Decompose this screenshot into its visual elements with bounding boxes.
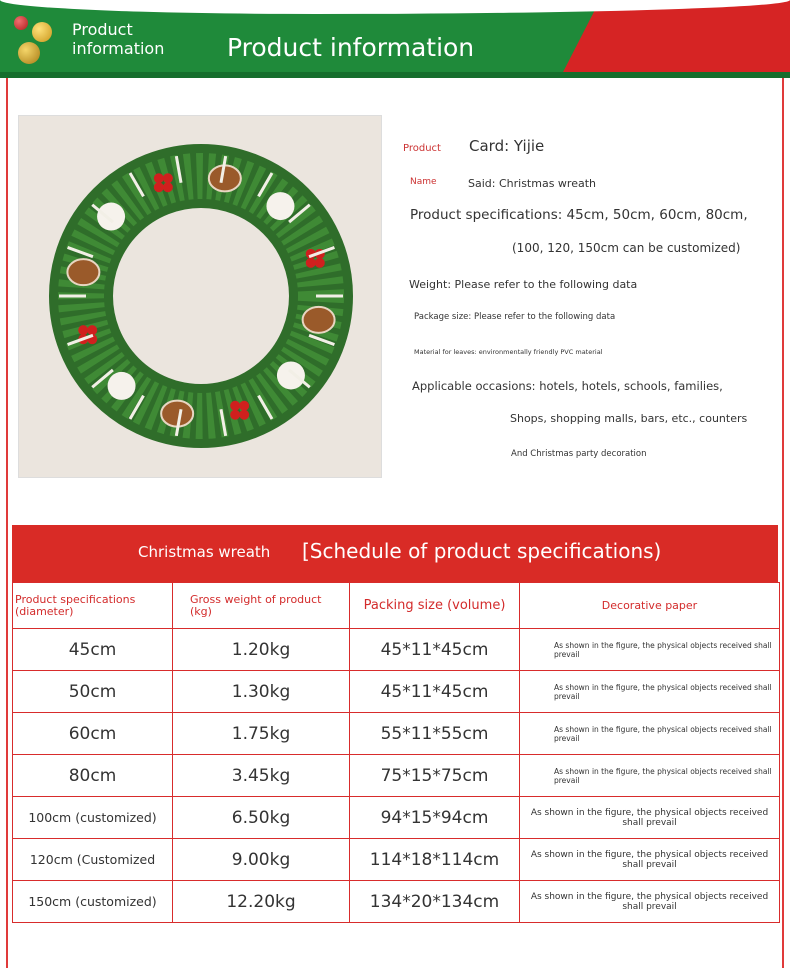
pack-cell: 94*15*94cm xyxy=(350,797,520,839)
table-row xyxy=(13,713,780,755)
size-cell: 50cm xyxy=(13,671,173,713)
occasions-line-1: Applicable occasions: hotels, hotels, schools, families, xyxy=(412,379,723,393)
berry-icon xyxy=(230,401,240,411)
package-text: Package size: Please refer to the following data xyxy=(414,312,616,322)
weight-cell: 1.75kg xyxy=(173,713,350,755)
paper-cell: As shown in the figure, the physical objects received shall prevail xyxy=(520,839,780,881)
pack-cell: 45*11*45cm xyxy=(350,629,520,671)
table-row xyxy=(13,839,780,881)
cotton-icon xyxy=(108,372,136,400)
pack-cell: 114*18*114cm xyxy=(350,839,520,881)
wreath-illustration xyxy=(19,116,381,477)
table-row xyxy=(13,671,780,713)
product-image xyxy=(18,115,382,478)
berry-icon xyxy=(78,325,88,335)
berry-icon xyxy=(163,182,173,192)
berry-icon xyxy=(306,258,316,268)
weight-cell: 1.30kg xyxy=(173,671,350,713)
cotton-icon xyxy=(277,361,305,389)
paper-cell: As shown in the figure, the physical objects received shall prevail xyxy=(520,881,780,923)
size-cell: 150cm (customized) xyxy=(13,881,173,923)
page-title: Product information xyxy=(227,33,475,62)
header-cell-pack: Packing size (volume) xyxy=(350,583,520,629)
paper-cell: As shown in the figure, the physical objects received shall prevail xyxy=(520,797,780,839)
table-row xyxy=(13,755,780,797)
material-text: Material for leaves: environmentally friendly PVC material xyxy=(414,348,603,356)
banner-left-title: Christmas wreath xyxy=(138,543,271,561)
header-cell-paper: Decorative paper xyxy=(520,583,780,629)
weight-cell: 9.00kg xyxy=(173,839,350,881)
spec-table xyxy=(12,582,780,923)
occasions-line-3: And Christmas party decoration xyxy=(511,449,647,459)
label-name: Name xyxy=(410,177,437,187)
header-red-panel xyxy=(560,0,790,78)
weight-cell: 1.20kg xyxy=(173,629,350,671)
card-text: Card: Yijie xyxy=(469,137,545,155)
table-row xyxy=(13,629,780,671)
pinecone-icon xyxy=(67,259,99,285)
berry-icon xyxy=(230,410,240,420)
said-text: Said: Christmas wreath xyxy=(468,177,596,190)
paper-cell: As shown in the figure, the physical objects received shall prevail xyxy=(520,713,780,755)
table-header-row xyxy=(13,583,780,629)
table-row xyxy=(13,797,780,839)
header-badge-text: Product information xyxy=(72,20,165,58)
pack-cell: 55*11*55cm xyxy=(350,713,520,755)
weight-cell: 12.20kg xyxy=(173,881,350,923)
ornament-icon xyxy=(32,22,52,42)
size-cell: 45cm xyxy=(13,629,173,671)
pack-cell: 75*15*75cm xyxy=(350,755,520,797)
size-cell: 80cm xyxy=(13,755,173,797)
berry-icon xyxy=(315,258,325,268)
pinecone-icon xyxy=(303,307,335,333)
berry-icon xyxy=(87,325,97,335)
size-cell: 100cm (customized) xyxy=(13,797,173,839)
banner-right-title: [Schedule of product specifications) xyxy=(302,539,662,563)
spec-line-2: (100, 120, 150cm can be customized) xyxy=(512,241,741,255)
pack-cell: 134*20*134cm xyxy=(350,881,520,923)
berry-icon xyxy=(239,410,249,420)
paper-cell: As shown in the figure, the physical objects received shall prevail xyxy=(520,629,780,671)
spec-line-1: Product specifications: 45cm, 50cm, 60cm, 80cm, xyxy=(410,207,748,223)
header-cell-weight: Gross weight of product (kg) xyxy=(173,583,350,629)
berry-icon xyxy=(154,173,164,183)
ornament-icon xyxy=(18,42,40,64)
size-cell: 120cm (Customized xyxy=(13,839,173,881)
weight-cell: 6.50kg xyxy=(173,797,350,839)
cotton-icon xyxy=(97,203,125,231)
berry-icon xyxy=(163,173,173,183)
berry-icon xyxy=(239,401,249,411)
weight-cell: 3.45kg xyxy=(173,755,350,797)
pack-cell: 45*11*45cm xyxy=(350,671,520,713)
berry-icon xyxy=(154,182,164,192)
cotton-icon xyxy=(266,192,294,220)
weight-text: Weight: Please refer to the following data xyxy=(409,278,638,291)
paper-cell: As shown in the figure, the physical objects received shall prevail xyxy=(520,755,780,797)
ornament-icon xyxy=(14,16,28,30)
header-cell-size: Product specifications (diameter) xyxy=(13,583,173,629)
size-cell: 60cm xyxy=(13,713,173,755)
occasions-line-2: Shops, shopping malls, bars, etc., counters xyxy=(510,412,748,425)
label-product: Product xyxy=(403,143,441,154)
spec-banner xyxy=(12,525,778,582)
table-row xyxy=(13,881,780,923)
paper-cell: As shown in the figure, the physical objects received shall prevail xyxy=(520,671,780,713)
header-banner xyxy=(0,0,790,78)
